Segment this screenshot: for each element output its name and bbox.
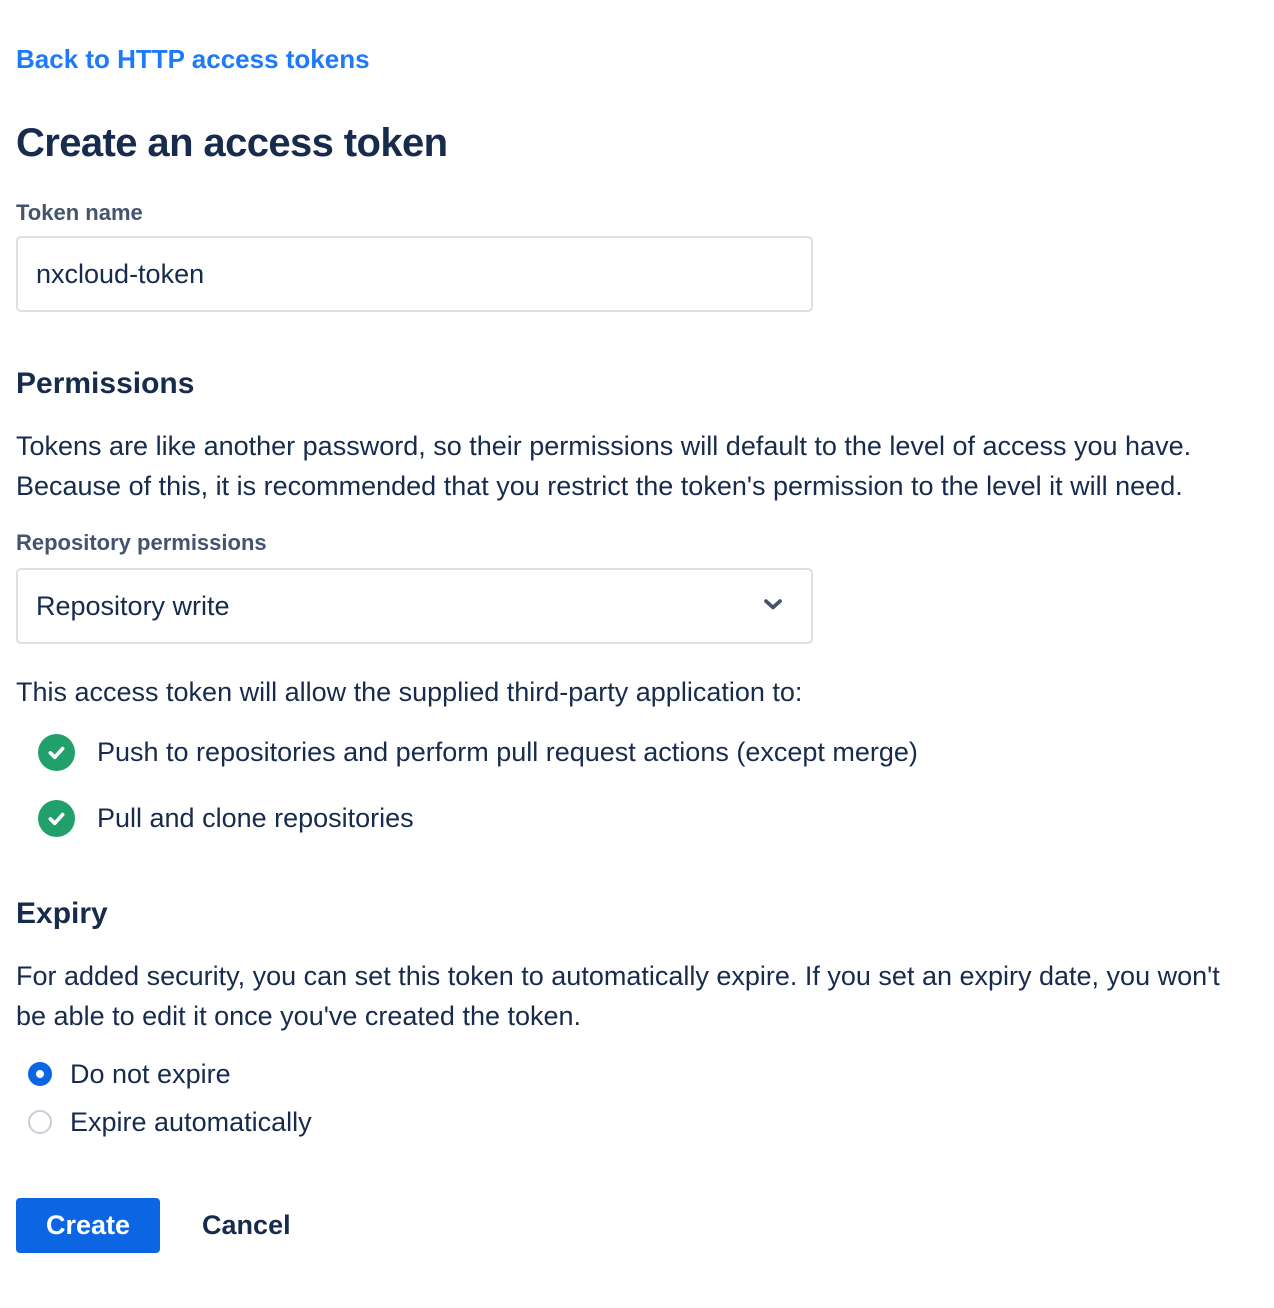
expiry-radio-group — [16, 1050, 1258, 1146]
cancel-button[interactable]: Cancel — [202, 1210, 291, 1240]
token-name-label: Token name — [16, 200, 143, 225]
form-actions — [16, 1198, 1258, 1253]
repository-permissions-selected-value: Repository write — [36, 590, 230, 621]
capability-text: Pull and clone repositories — [97, 802, 414, 833]
repository-permissions-label: Repository permissions — [16, 530, 267, 555]
access-token-allow-intro: This access token will allow the supplied third-party application to: — [16, 677, 803, 707]
permissions-heading: Permissions — [16, 367, 195, 400]
repository-permissions-select[interactable] — [16, 568, 813, 644]
expiry-heading: Expiry — [16, 897, 108, 930]
create-button[interactable]: Create — [16, 1198, 160, 1253]
page-title: Create an access token — [16, 121, 448, 165]
check-icon — [38, 734, 75, 771]
chevron-down-icon — [759, 590, 787, 623]
capability-text: Push to repositories and perform pull request actions (except merge) — [97, 736, 918, 767]
check-icon — [38, 800, 75, 837]
radio-unselected-icon[interactable] — [28, 1110, 52, 1134]
capability-item — [16, 728, 1258, 776]
radio-option-do-not-expire[interactable] — [16, 1050, 1258, 1098]
capabilities-list — [16, 728, 1258, 842]
radio-option-expire-automatically[interactable] — [16, 1098, 1258, 1146]
back-to-http-access-tokens-link[interactable]: Back to HTTP access tokens — [16, 44, 370, 74]
radio-label-expire-automatically: Expire automatically — [70, 1106, 312, 1137]
token-name-input[interactable] — [16, 236, 813, 312]
expiry-description: For added security, you can set this token to automatically expire. If you set an expiry date, you won't be able to edit it once you've created the token. — [16, 961, 1220, 1031]
radio-label-do-not-expire: Do not expire — [70, 1058, 231, 1089]
permissions-description: Tokens are like another password, so their permissions will default to the level of access you have. Because of this, it is recommended that you restrict the token's permission to the level it will need. — [16, 431, 1192, 501]
radio-selected-icon[interactable] — [28, 1062, 52, 1086]
capability-item — [16, 794, 1258, 842]
